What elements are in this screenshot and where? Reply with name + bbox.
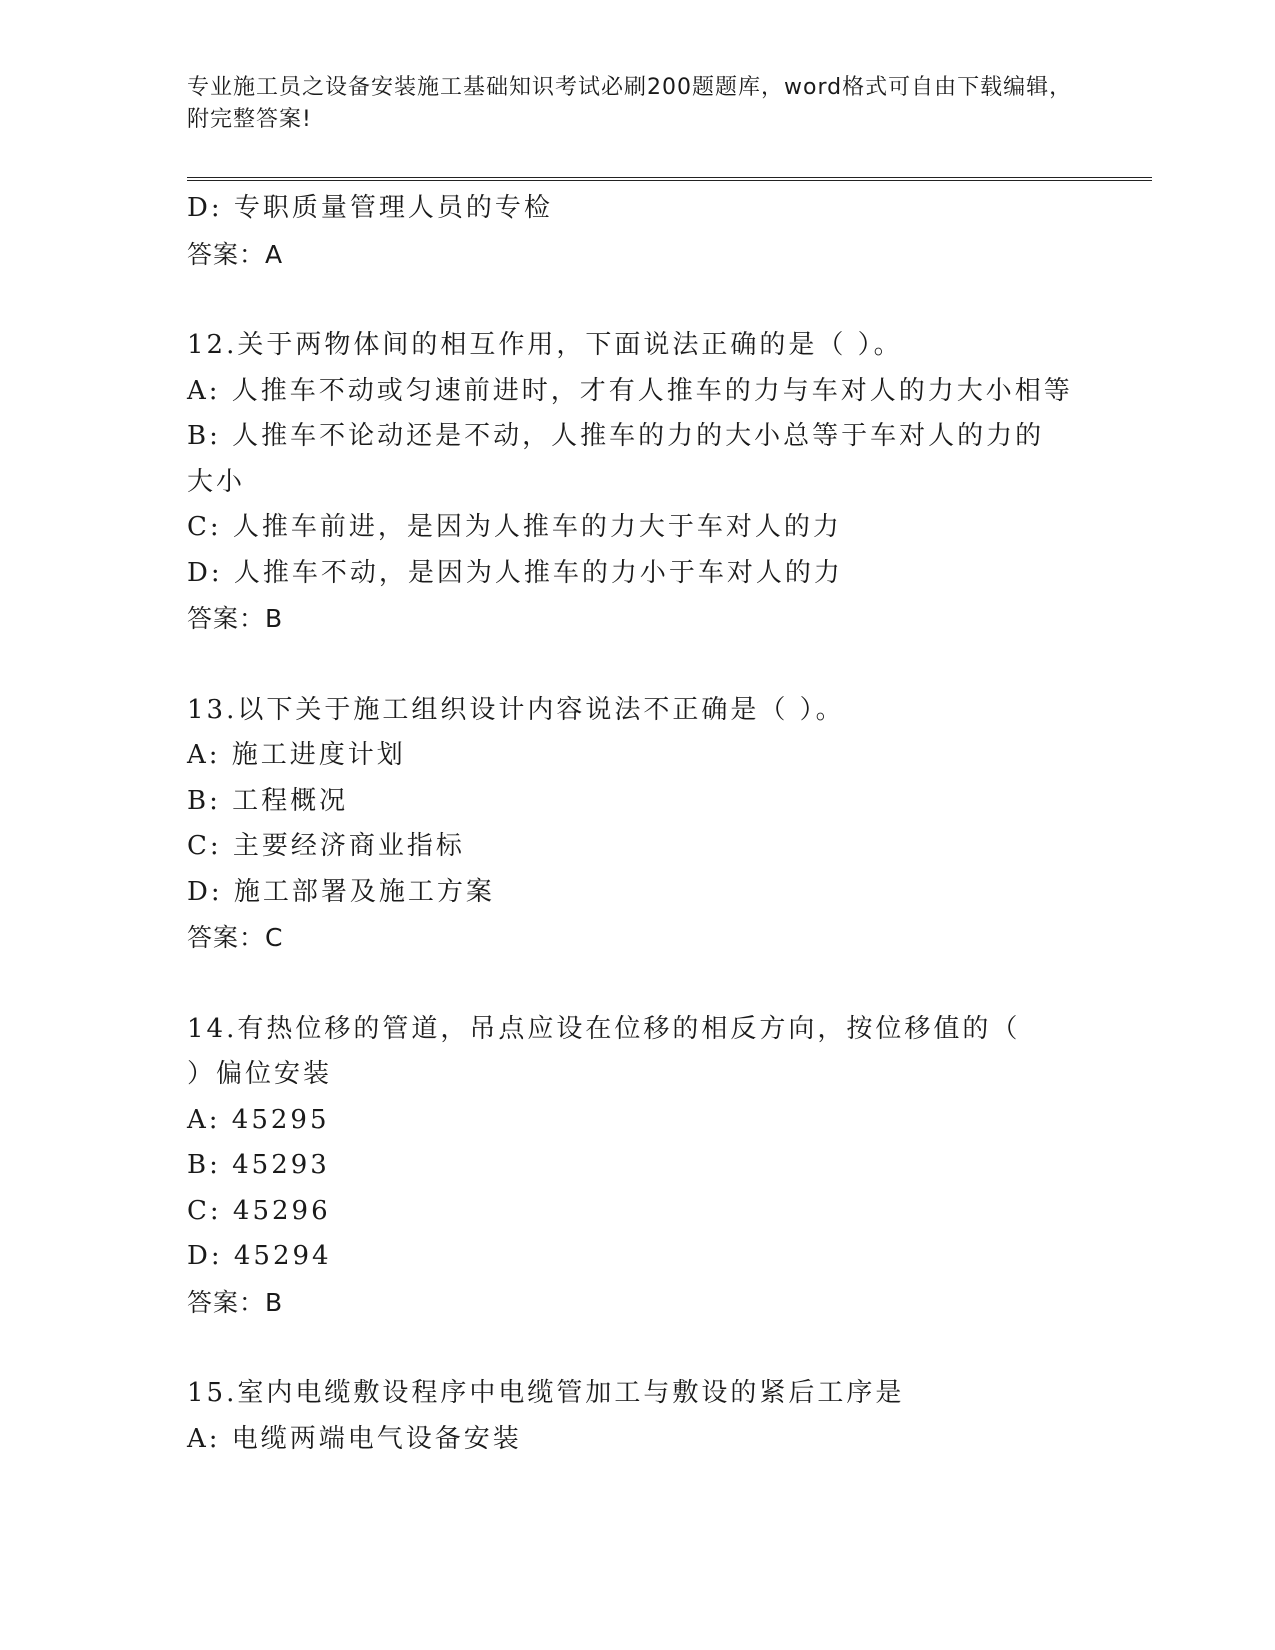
block-spacer	[187, 642, 1087, 688]
option-line: D: 施工部署及施工方案	[187, 876, 495, 907]
option-line: B: 45293	[187, 1150, 330, 1180]
question-stem: 14.有热位移的管道，吊点应设在位移的相反方向，按位移值的（ ）偏位安装	[187, 1013, 1021, 1089]
header-divider	[187, 177, 1152, 181]
question-stem: 12.关于两物体间的相互作用，下面说法正确的是（ ）。	[187, 330, 903, 360]
question-stem: 15.室内电缆敷设程序中电缆管加工与敷设的紧后工序是	[187, 1378, 905, 1408]
answer-line: 答案：A	[187, 239, 284, 269]
option-line: D: 专职质量管理人员的专检	[187, 193, 553, 223]
option-line: A: 45295	[187, 1104, 330, 1135]
option-line: D: 人推车不动，是因为人推车的力小于车对人的力	[187, 557, 843, 588]
option-line: C: 主要经济商业指标	[187, 831, 465, 861]
option-line: B: 工程概况	[187, 785, 349, 816]
question-block	[187, 1371, 1087, 1462]
block-spacer	[187, 1325, 1087, 1371]
question-block	[187, 186, 1087, 277]
page-header-title: 专业施工员之设备安装施工基础知识考试必刷200题题库，word格式可自由下载编辑，附完整答案!	[187, 75, 1073, 132]
option-line: C: 人推车前进，是因为人推车的力大于车对人的力	[187, 512, 842, 542]
option-line: B: 人推车不论动还是不动，人推车的力的大小总等于车对人的力的大小	[187, 421, 1045, 497]
option-line: A: 人推车不动或匀速前进时，才有人推车的力与车对人的力大小相等	[187, 375, 1073, 406]
block-spacer	[187, 277, 1087, 323]
question-stem: 13.以下关于施工组织设计内容说法不正确是（ ）。	[187, 694, 845, 725]
block-spacer	[187, 961, 1087, 1007]
option-line: A: 施工进度计划	[187, 740, 406, 770]
option-line: A: 电缆两端电气设备安装	[187, 1423, 522, 1454]
answer-line: 答案：C	[187, 923, 284, 952]
option-line: D: 45294	[187, 1241, 332, 1271]
question-block	[187, 323, 1087, 642]
question-block	[187, 688, 1087, 961]
option-line: C: 45296	[187, 1195, 331, 1226]
question-block	[187, 1007, 1087, 1326]
question-list	[187, 186, 1087, 1462]
answer-line: 答案：B	[187, 604, 284, 633]
answer-line: 答案：B	[187, 1287, 284, 1317]
